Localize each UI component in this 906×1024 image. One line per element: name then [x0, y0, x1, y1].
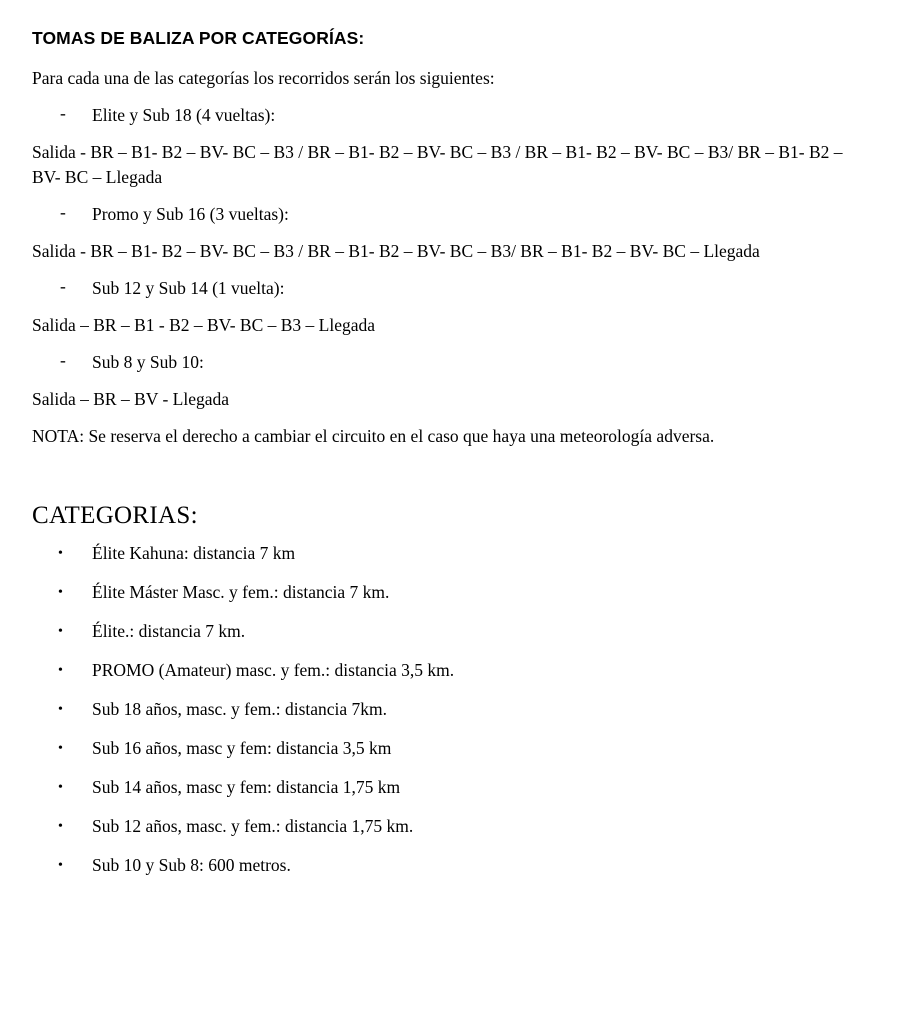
bullet-icon: •: [58, 663, 63, 678]
dash-marker: -: [60, 276, 66, 296]
bullet-icon: •: [58, 819, 63, 834]
bullet-icon: •: [58, 585, 63, 600]
route-text: Salida - BR – B1- B2 – BV- BC – B3 / BR – B1- B2 – BV- BC – B3/ BR – B1- B2 – BV- BC – Llegada: [32, 241, 760, 261]
route-text: Salida – BR – BV - Llegada: [32, 389, 230, 409]
group-label: Elite y Sub 18 (4 vueltas):: [92, 105, 276, 125]
dash-marker: -: [60, 103, 66, 123]
bullet-icon: •: [58, 780, 63, 795]
group-promo-sub16: [32, 202, 872, 264]
bullet-icon: •: [58, 624, 63, 639]
dash-marker: -: [60, 350, 66, 370]
category-text: Élite.: distancia 7 km.: [92, 621, 246, 641]
category-text: Élite Kahuna: distancia 7 km: [92, 543, 296, 563]
group-sub12-sub14: [32, 276, 872, 338]
category-item: [32, 619, 872, 644]
bullet-icon: •: [58, 741, 63, 756]
intro-paragraph: Para cada una de las categorías los recorridos serán los siguientes:: [32, 68, 495, 88]
category-text: Élite Máster Masc. y fem.: distancia 7 km.: [92, 582, 390, 602]
categories-list: [32, 541, 872, 878]
category-item: [32, 814, 872, 839]
group-label-item: [32, 202, 872, 227]
categories-title: CATEGORIAS:: [32, 502, 198, 529]
category-text: Sub 18 años, masc. y fem.: distancia 7km.: [92, 699, 388, 719]
bullet-icon: •: [58, 858, 63, 873]
group-label-item: [32, 350, 872, 375]
category-item: [32, 853, 872, 878]
route-text: Salida – BR – B1 - B2 – BV- BC – B3 – Llegada: [32, 315, 376, 335]
category-item: [32, 736, 872, 761]
note-paragraph: NOTA: Se reserva el derecho a cambiar el circuito en el caso que haya una meteorología adversa.: [32, 426, 715, 446]
dash-marker: -: [60, 202, 66, 222]
category-text: Sub 16 años, masc y fem: distancia 3,5 km: [92, 738, 392, 758]
category-item: [32, 541, 872, 566]
route-text: Salida - BR – B1- B2 – BV- BC – B3 / BR – B1- B2 – BV- BC – B3 / BR – B1- B2 – BV- BC – B3/ BR – B1- B2 – BV- BC – Llegada: [32, 142, 843, 187]
group-sub8-sub10: [32, 350, 872, 412]
group-label-item: [32, 103, 872, 128]
category-text: Sub 12 años, masc. y fem.: distancia 1,75 km.: [92, 816, 414, 836]
document-page: [32, 26, 872, 892]
category-item: [32, 580, 872, 605]
category-text: Sub 14 años, masc y fem: distancia 1,75 km: [92, 777, 401, 797]
category-item: [32, 658, 872, 683]
category-item: [32, 775, 872, 800]
category-text: Sub 10 y Sub 8: 600 metros.: [92, 855, 291, 875]
group-label-item: [32, 276, 872, 301]
category-text: PROMO (Amateur) masc. y fem.: distancia 3,5 km.: [92, 660, 455, 680]
page-heading: TOMAS DE BALIZA POR CATEGORÍAS:: [32, 28, 365, 48]
group-label: Sub 12 y Sub 14 (1 vuelta):: [92, 278, 285, 298]
group-label: Sub 8 y Sub 10:: [92, 352, 204, 372]
bullet-icon: •: [58, 702, 63, 717]
category-item: [32, 697, 872, 722]
group-elite-sub18: [32, 103, 872, 190]
bullet-icon: •: [58, 546, 63, 561]
group-label: Promo y Sub 16 (3 vueltas):: [92, 204, 289, 224]
